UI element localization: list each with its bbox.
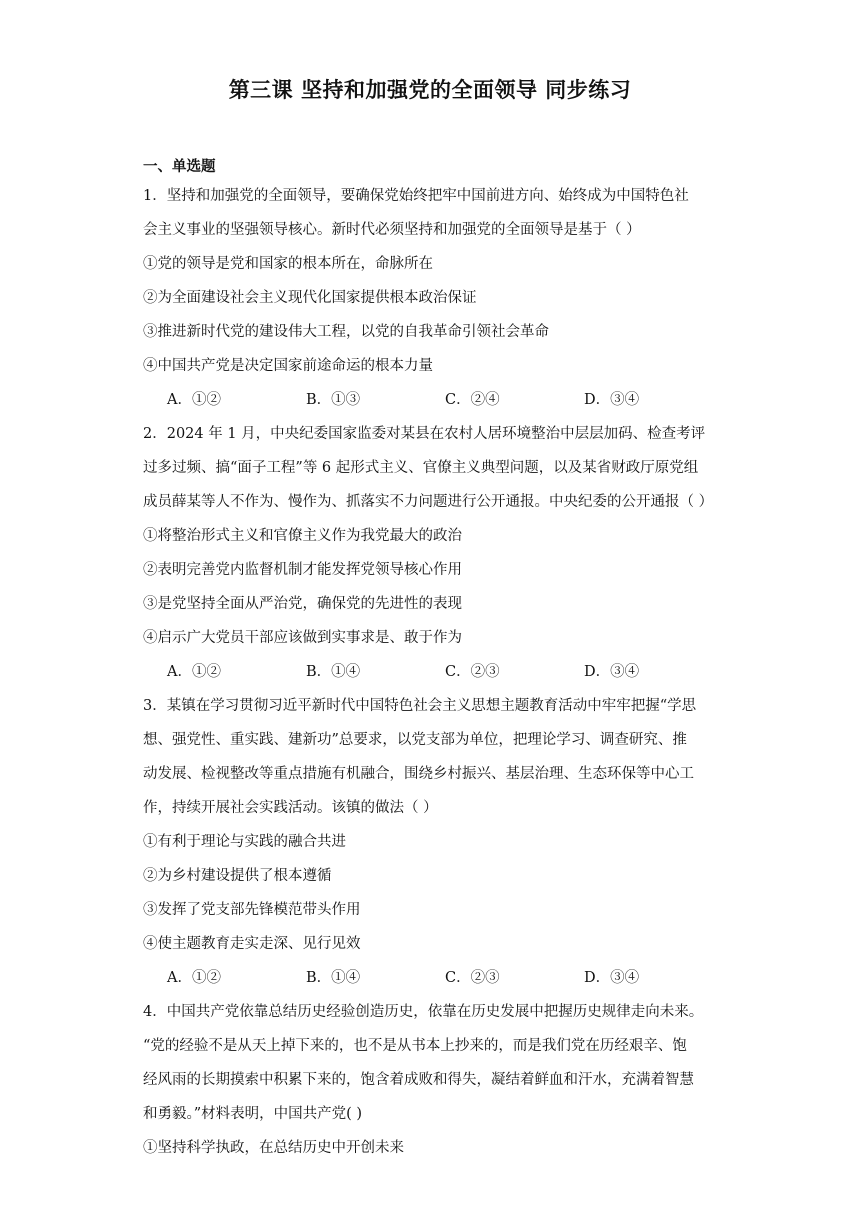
option-b: B．①③ — [306, 392, 361, 408]
question-stem: 经风雨的长期摸索中积累下来的，饱含着成败和得失，凝结着鲜血和汗水，充满着智慧 — [143, 1072, 694, 1088]
statement: ②为全面建设社会主义现代化国家提供根本政治保证 — [143, 290, 477, 306]
option-d: D．③④ — [584, 392, 640, 408]
option-a: A．①② — [167, 392, 221, 408]
question-1 — [143, 179, 723, 417]
page-title: 第三课 坚持和加强党的全面领导 同步练习 — [228, 78, 632, 102]
statement: ④使主题教育走实走深、见行见效 — [143, 936, 361, 952]
question-stem: 3．某镇在学习贯彻习近平新时代中国特色社会主义思想主题教育活动中牢牢把握“学思 — [143, 698, 697, 714]
statement: ①党的领导是党和国家的根本所在，命脉所在 — [143, 256, 433, 272]
question-stem: 和勇毅。”材料表明，中国共产党( ) — [143, 1106, 363, 1122]
statement: ①有利于理论与实践的融合共进 — [143, 834, 346, 850]
statement: ①将整治形式主义和官僚主义作为我党最大的政治 — [143, 528, 462, 544]
statement: ②为乡村建设提供了根本遵循 — [143, 868, 332, 884]
option-c: C．②③ — [445, 970, 500, 986]
question-stem: 想、强党性、重实践、建新功”总要求，以党支部为单位，把理论学习、调查研究、推 — [143, 732, 687, 748]
answer-options — [143, 655, 723, 689]
question-2 — [143, 417, 723, 689]
question-stem: 4．中国共产党依靠总结历史经验创造历史，依靠在历史发展中把握历史规律走向未来。 — [143, 1004, 704, 1020]
option-d: D．③④ — [584, 664, 640, 680]
question-stem: 过多过频、搞“面子工程”等 6 起形式主义、官僚主义典型问题，以及某省财政厅原党组 — [143, 460, 699, 476]
statement: ④中国共产党是决定国家前途命运的根本力量 — [143, 358, 433, 374]
option-a: A．①② — [167, 664, 221, 680]
statement: ④启示广大党员干部应该做到实事求是、敢于作为 — [143, 630, 462, 646]
question-stem: 成员薛某等人不作为、慢作为、抓落实不力问题进行公开通报。中央纪委的公开通报（ ） — [143, 494, 714, 510]
option-d: D．③④ — [584, 970, 640, 986]
question-stem: 动发展、检视整改等重点措施有机融合，围绕乡村振兴、基层治理、生态环保等中心工 — [143, 766, 694, 782]
option-a: A．①② — [167, 970, 221, 986]
statement: ③发挥了党支部先锋模范带头作用 — [143, 902, 361, 918]
question-stem: 2．2024 年 1 月，中央纪委国家监委对某县在农村人居环境整治中层层加码、检查考评 — [143, 426, 706, 442]
statement: ①坚持科学执政，在总结历史中开创未来 — [143, 1140, 404, 1156]
statement: ③推进新时代党的建设伟大工程，以党的自我革命引领社会革命 — [143, 324, 549, 340]
content — [143, 155, 723, 1165]
option-b: B．①④ — [306, 970, 361, 986]
answer-options — [143, 383, 723, 417]
question-stem: 会主义事业的坚强领导核心。新时代必须坚持和加强党的全面领导是基于（ ） — [143, 222, 641, 238]
option-c: C．②③ — [445, 664, 500, 680]
question-stem: 1．坚持和加强党的全面领导，要确保党始终把牢中国前进方向、始终成为中国特色社 — [143, 188, 689, 204]
statement: ③是党坚持全面从严治党，确保党的先进性的表现 — [143, 596, 462, 612]
question-stem: “党的经验不是从天上掉下来的，也不是从书本上抄来的，而是我们党在历经艰辛、饱 — [143, 1038, 687, 1054]
question-3 — [143, 689, 723, 995]
section-heading: 一、单选题 — [143, 159, 216, 175]
answer-options — [143, 961, 723, 995]
option-c: C．②④ — [445, 392, 500, 408]
statement: ②表明完善党内监督机制才能发挥党领导核心作用 — [143, 562, 462, 578]
option-b: B．①④ — [306, 664, 361, 680]
question-4 — [143, 995, 723, 1165]
question-stem: 作，持续开展社会实践活动。该镇的做法（ ） — [143, 800, 438, 816]
